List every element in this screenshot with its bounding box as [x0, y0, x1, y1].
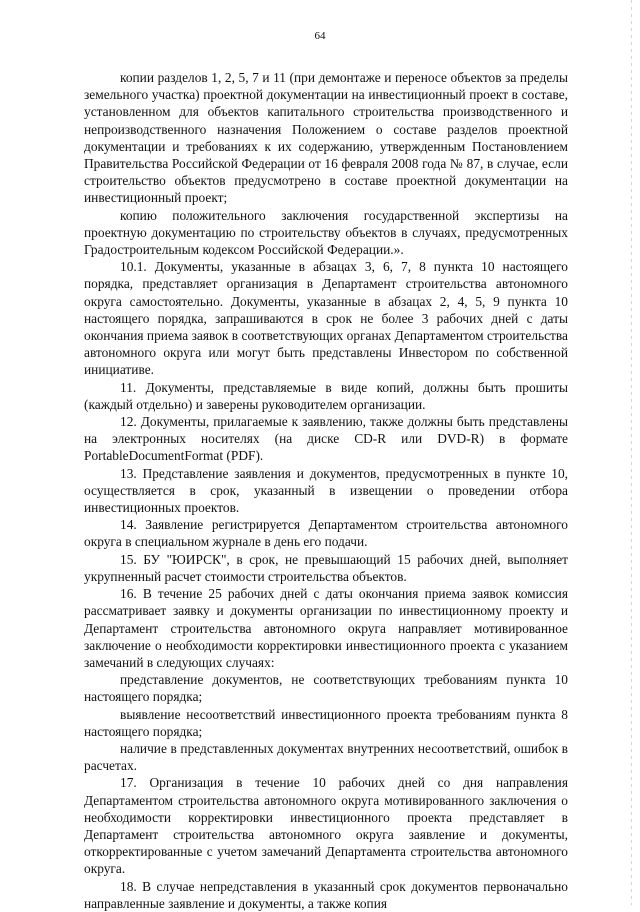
paragraph: 15. БУ "ЮИРСК", в срок, не превышающий 15 рабочих дней, выполняет укрупненный расчет стоимости строительства объектов.	[84, 551, 568, 584]
paragraph: 17. Организация в течение 10 рабочих дней со дня направления Департаментом строительства автономного округа мотивированного заключения о необходимости корректировки инвестиционного проекта представляет в Департамент строительства автономного округа заявление и документы, откорректированные с учетом замечаний Департамента строительства автономного округа.	[84, 775, 568, 877]
paragraph: 11. Документы, представляемые в виде копий, должны быть прошиты (каждый отдельно) и заверены руководителем организации.	[84, 379, 568, 412]
scan-edge	[631, 0, 632, 905]
paragraph: 18. В случае непредставления в указанный срок документов первоначально направленные заявление и документы, а также копия	[84, 878, 568, 911]
paragraph: 12. Документы, прилагаемые к заявлению, также должны быть представлены на электронных носителях (на диске CD-R или DVD-R) в формате PortableDocumentFormat (PDF).	[84, 414, 568, 464]
paragraph: 10.1. Документы, указанные в абзацах 3, 6, 7, 8 пункта 10 настоящего порядка, представляет организация в Департамент строительства автономного округа самостоятельно. Документы, указанные в абзацах 2, 4, 5, 9 пункта 10 настоящего порядка, запрашиваются в срок не более 3 рабочих дней с даты окончания приема заявок в соответствующих органах Департаментом строительства автономного округа или могут быть представлены Инвестором по собственной инициативе.	[84, 259, 568, 378]
paragraph: представление документов, не соответствующих требованиям пункта 10 настоящего порядка;	[84, 672, 568, 705]
paragraph: 13. Представление заявления и документов, предусмотренных в пункте 10, осуществляется в срок, указанный в извещении о проведении отбора инвестиционных проектов.	[84, 465, 568, 516]
paragraph: копии разделов 1, 2, 5, 7 и 11 (при демонтаже и переносе объектов за пределы земельного участка) проектной документации на инвестиционный проект в составе, установленном для объектов капитального строительства производственного и непроизводственного назначения Положением о составе разделов проектной документации и требованиях к их содержанию, утвержденным Постановлением Правительства Российской Федерации от 16 февраля 2008 года № 87, в случае, если строительство объектов предусмотрено в составе проектной документации на инвестиционный проект;	[84, 70, 568, 206]
page-number: 64	[314, 30, 326, 42]
paragraph: наличие в представленных документах внутренних несоответствий, ошибок в расчетах.	[84, 740, 568, 774]
paragraph: копию положительного заключения государственной экспертизы на проектную документацию по строительству объектов в случаях, предусмотренных Градостроительным кодексом Российской Федерации.».	[84, 207, 568, 258]
document-body	[84, 69, 568, 912]
paragraph: 16. В течение 25 рабочих дней с даты окончания приема заявок комиссия рассматривает заявку и документы организации по инвестиционному проекту и Департамент строительства автономного округа направляет мотивированное заключение о необходимости корректировки инвестиционного проекта с указанием замечаний в следующих случаях:	[84, 586, 568, 670]
paragraph: 14. Заявление регистрируется Департаментом строительства автономного округа в специальном журнале в день его подачи.	[84, 517, 568, 550]
paragraph: выявление несоответствий инвестиционного проекта требованиям пункта 8 настоящего порядка;	[84, 706, 568, 739]
